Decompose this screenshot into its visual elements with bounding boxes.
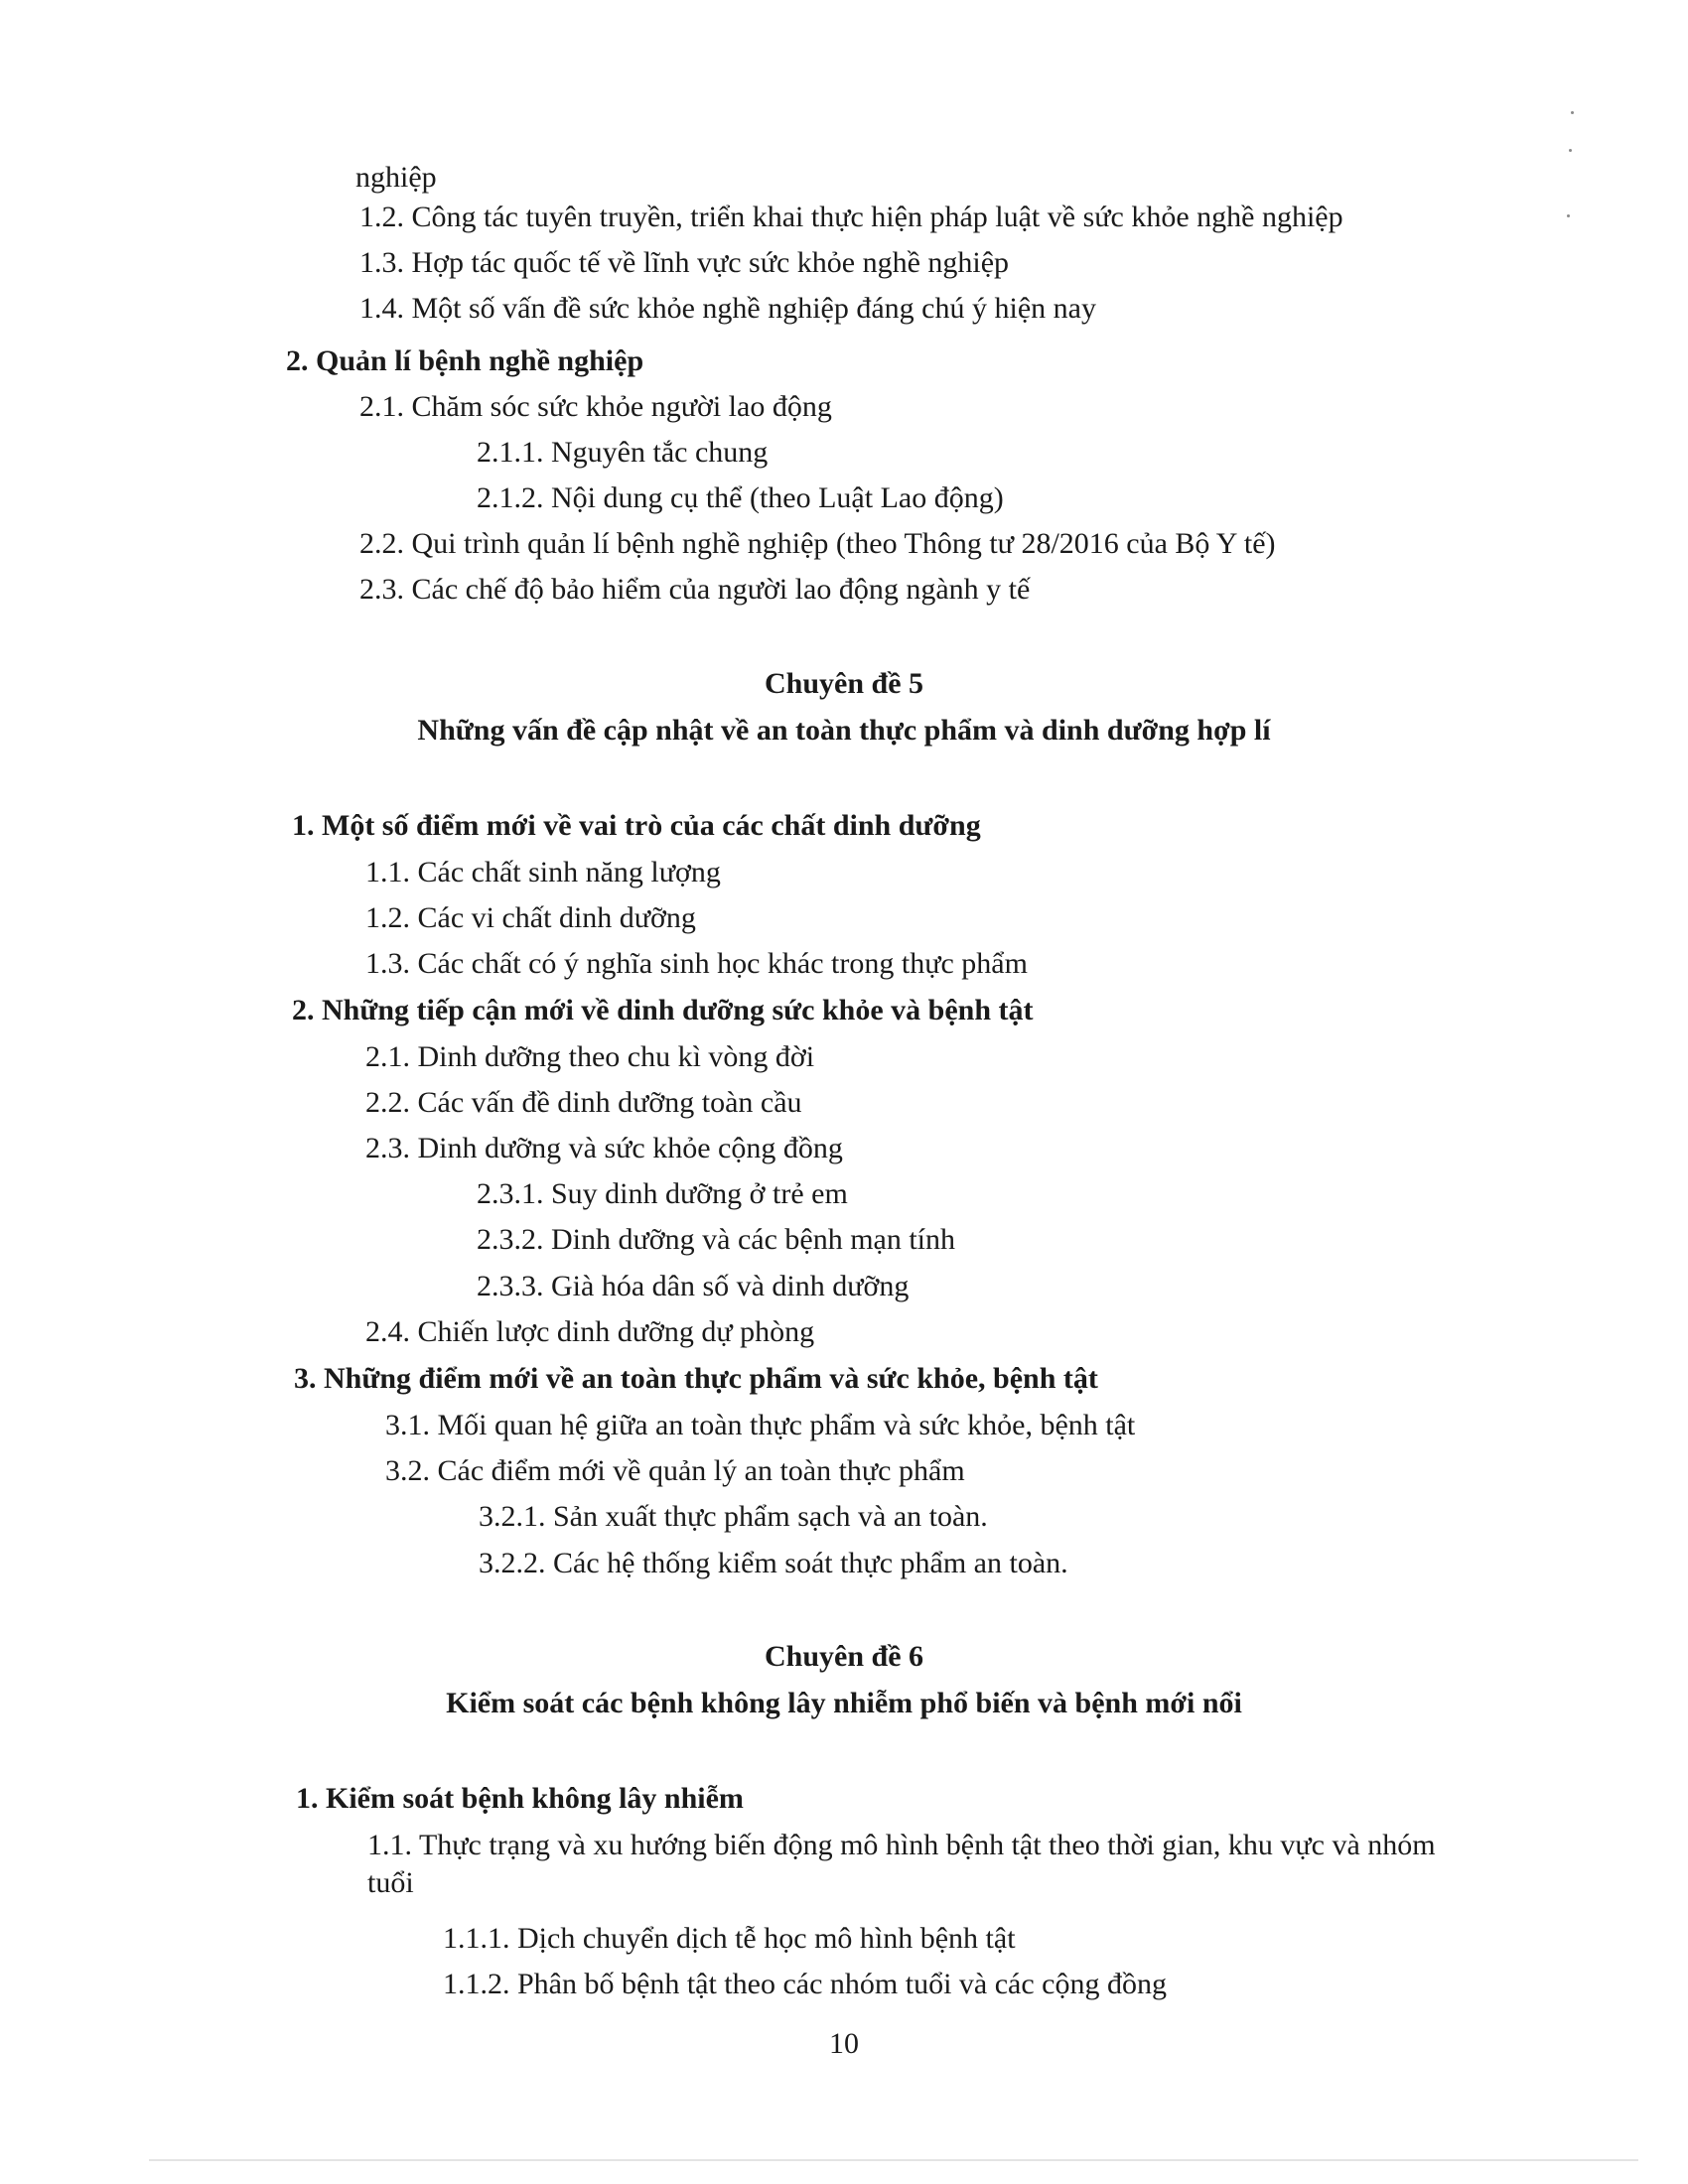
continued-text: nghiệp <box>355 161 437 194</box>
topic-title: Chuyên đề 6 <box>764 1640 924 1673</box>
list-item: 2.3.2. Dinh dưỡng và các bệnh mạn tính <box>477 1223 956 1256</box>
list-item: 1.3. Hợp tác quốc tế về lĩnh vực sức khỏe nghề nghiệp <box>359 246 1010 279</box>
list-item: 2.3.3. Già hóa dân số và dinh dưỡng <box>477 1270 910 1302</box>
list-item: 3.1. Mối quan hệ giữa an toàn thực phẩm và sức khỏe, bệnh tật <box>385 1409 1136 1441</box>
list-item: 1.1. Các chất sinh năng lượng <box>365 856 721 888</box>
page-number: 10 <box>829 2027 859 2060</box>
list-item: 2.1.2. Nội dung cụ thể (theo Luật Lao động) <box>477 481 1004 514</box>
list-item: 1.3. Các chất có ý nghĩa sinh học khác trong thực phẩm <box>365 947 1028 980</box>
list-item: 3.2. Các điểm mới về quản lý an toàn thực phẩm <box>385 1454 965 1487</box>
list-item: 1.1.1. Dịch chuyển dịch tễ học mô hình bệnh tật <box>443 1922 1016 1955</box>
scan-edge-shadow <box>149 2159 1638 2161</box>
list-item: 3.2.2. Các hệ thống kiểm soát thực phẩm an toàn. <box>479 1547 1068 1579</box>
scan-speck <box>1567 214 1570 217</box>
topic-title: Chuyên đề 5 <box>764 667 924 700</box>
list-item: 2.4. Chiến lược dinh dưỡng dự phòng <box>365 1315 815 1348</box>
list-item: 2.1. Chăm sóc sức khỏe người lao động <box>359 390 832 423</box>
section-heading: 2. Quản lí bệnh nghề nghiệp <box>286 344 644 377</box>
section-heading: 2. Những tiếp cận mới về dinh dưỡng sức khỏe và bệnh tật <box>292 994 1034 1026</box>
list-item: 2.2. Các vấn đề dinh dưỡng toàn cầu <box>365 1086 802 1119</box>
section-heading: 1. Kiểm soát bệnh không lây nhiễm <box>296 1782 744 1815</box>
topic-subtitle: Những vấn đề cập nhật về an toàn thực phẩm và dinh dưỡng hợp lí <box>417 714 1271 747</box>
list-item: 1.4. Một số vấn đề sức khỏe nghề nghiệp đáng chú ý hiện nay <box>359 292 1096 325</box>
list-item: 2.1.1. Nguyên tắc chung <box>477 436 769 469</box>
list-item: 1.1. Thực trạng và xu hướng biến động mô hình bệnh tật theo thời gian, khu vực và nhóm tuổi <box>367 1829 1436 1899</box>
list-item: 2.1. Dinh dưỡng theo chu kì vòng đời <box>365 1040 815 1073</box>
list-item: 2.3. Các chế độ bảo hiểm của người lao động ngành y tế <box>359 573 1031 606</box>
list-item: 1.1.2. Phân bố bệnh tật theo các nhóm tuổi và các cộng đồng <box>443 1968 1167 2000</box>
list-item: 1.2. Các vi chất dinh dưỡng <box>365 901 696 934</box>
list-item: 1.2. Công tác tuyên truyền, triển khai thực hiện pháp luật về sức khỏe nghề nghiệp <box>359 201 1343 233</box>
list-item: 2.3.1. Suy dinh dưỡng ở trẻ em <box>477 1177 848 1210</box>
section-heading: 3. Những điểm mới về an toàn thực phẩm và sức khỏe, bệnh tật <box>294 1362 1098 1395</box>
list-item: 2.3. Dinh dưỡng và sức khỏe cộng đồng <box>365 1132 843 1164</box>
scan-speck <box>1569 149 1572 152</box>
scan-speck <box>1571 111 1574 114</box>
list-item: 3.2.1. Sản xuất thực phẩm sạch và an toàn. <box>479 1500 988 1533</box>
topic-subtitle: Kiểm soát các bệnh không lây nhiễm phổ biến và bệnh mới nổi <box>446 1687 1242 1719</box>
list-item: 2.2. Qui trình quản lí bệnh nghề nghiệp (theo Thông tư 28/2016 của Bộ Y tế) <box>359 527 1276 560</box>
section-heading: 1. Một số điểm mới về vai trò của các chất dinh dưỡng <box>292 809 981 842</box>
